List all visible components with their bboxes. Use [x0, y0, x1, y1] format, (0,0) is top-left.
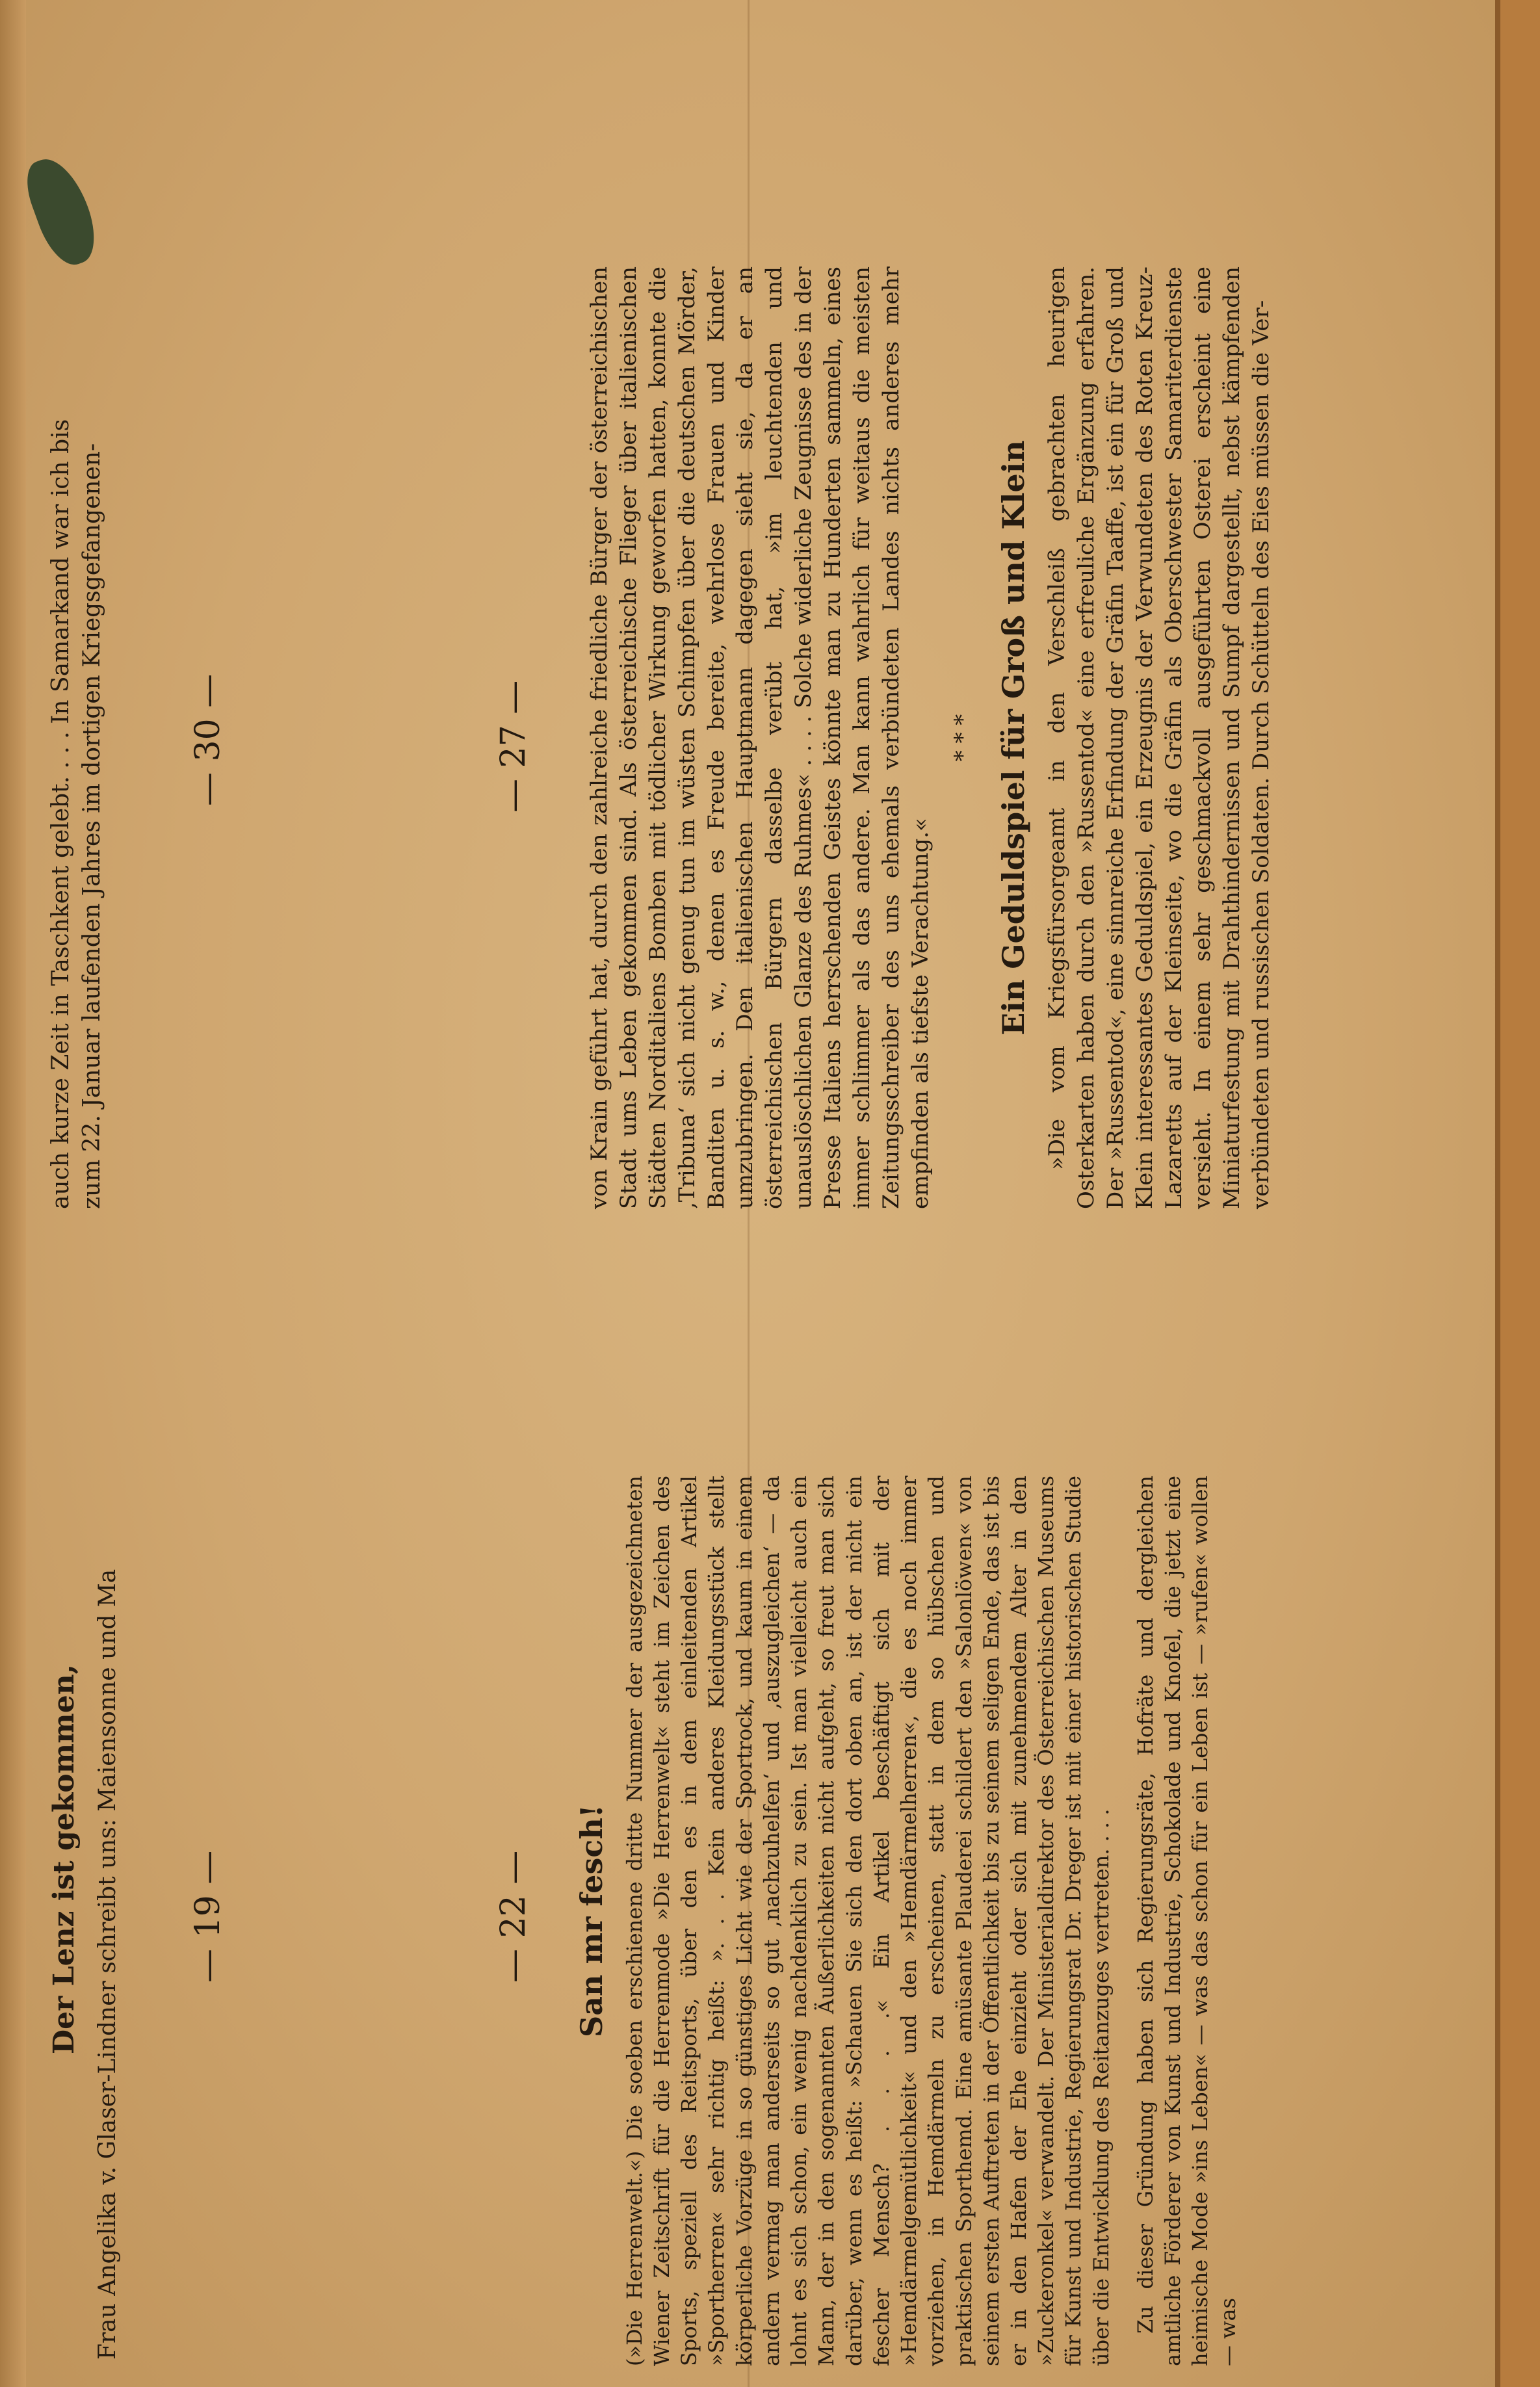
- page-number-19: — 19 —: [189, 1850, 228, 1983]
- article-heading: San mr fesch!: [574, 1805, 609, 2038]
- text-line: zum 22. Januar laufenden Jahres im dortigen Kriegsgefangenen-: [78, 443, 105, 1209]
- page-number-22: — 22 —: [494, 1850, 533, 1983]
- paragraph: von Krain geführt hat, durch den zahlreiche friedliche Bürger der österreichischen Stadt ums Leben gekommen sind. Als österreichische Flieger über italienischen Städten Norditaliens Bomben mit tödlicher Wirkung geworfen hatten, konnte die ‚Tribuna‘ sich nicht genug tun im wüsten Schimpfen über die deutschen Mörder, Banditen u. s. w., denen es Freude bereite, wehrlose Frauen und Kinder umzubringen. Den italienischen Hauptmann dagegen sieht sie, da er an österreichischen Bürgern dasselbe verübt hat, »im leuchtenden und unauslöschlichen Glanze des Ruhmes« . . . . Solche widerliche Zeugnisse des in der Presse Italiens herrschenden Geistes könnte man zu Hunderten sammeln, eines immer schlimmer als das andere. Man kann wahrlich für weitaus die meisten Zeitungsschreiber des uns ehemals verbündeten Landes nichts anderes mehr empfinden als tiefste Verachtung.«: [586, 267, 933, 1209]
- article-heading: Der Lenz ist gekommen,: [47, 1664, 81, 2055]
- page-30-text: [46, 267, 107, 1209]
- paragraph: »Die vom Kriegsfürsorgeamt in den Verschleiß gebrachten heurigen Osterkarten haben durch den »Russentod« eine erfreuliche Ergänzung erfahren. Der »Russentod«, eine sinnreiche Erfindung der Gräfin Taaffe, ist ein für Groß und Klein interessantes Geduldspiel, ein Erzeugnis der Verwundeten des Roten Kreuz-Lazaretts auf der Kleinseite, wo die Gräfin als Oberschwester Samariterdienste versieht. In einem sehr geschmackvoll ausgeführten Osterei erscheint eine Miniaturfestung mit Drahthindernissen und Sumpf dargestellt, nebst kämpfenden verbündeten und russischen Soldaten. Durch Schütteln des Eies müssen die Ver-: [1044, 267, 1275, 1209]
- page-number-27: — 27 —: [494, 680, 533, 813]
- text-line: auch kurze Zeit in Taschkent gelebt. . . . In Samarkand war ich bis: [47, 419, 74, 1209]
- page-19-text: [46, 1359, 124, 2360]
- article-heading: Ein Geduldspiel für Groß und Klein: [996, 440, 1032, 1036]
- left-paper-edge: [0, 0, 26, 2387]
- paragraph: Zu dieser Gründung haben sich Regierungsräte, Hofräte und dergleichen amtliche Förderer von Kunst und Industrie, Schokolade und Knofel, die jetzt eine heimische Mode »ins Leben« — was das schon für ein Leben ist — »rufen« wollen — was: [1132, 1476, 1240, 2366]
- page-22-text: [572, 1476, 1242, 2366]
- page-number-30: — 30 —: [189, 673, 228, 806]
- page-27-text: [585, 267, 1276, 1209]
- text-line: Frau Angelika v. Glaser-Lindner schreibt uns: Maiensonne und Ma: [94, 1569, 122, 2360]
- adjacent-page-strip: [1500, 0, 1540, 2387]
- paragraph: (»Die Herrenwelt.«) Die soeben erschienene dritte Nummer der ausgezeichneten Wiener Zeitschrift für die Herrenmode »Die Herrenwelt« steht im Zeichen des Sports, speziell des Reitsports, über den es in dem einleitenden Artikel »Sportherren« sehr richtig heißt: ». . . Kein anderes Kleidungsstück stellt körperliche Vorzüge in so günstiges Licht wie der Sportrock, und kaum in einem andern vermag man anderseits so gut ‚nachzuhelfen‘ und ‚auszugleichen‘ — da lohnt es sich schon, ein wenig nachdenklich zu sein. Ist man vielleicht auch ein Mann, der in den sogenannten Äußerlichkeiten nicht aufgeht, so freut man sich darüber, wenn es heißt: »Schauen Sie sich den dort oben an, ist der nicht ein fescher Mensch? . . . .« Ein Artikel beschäftigt sich mit der »Hemdärmelgemütlichkeit« und den »Hemdärmelherren«, die es noch immer vorziehen, in Hemdärmeln zu erscheinen, statt in dem so hübschen und praktischen Sporthemd. Eine amüsante Plauderei schildert den »Salonlöwen« von seinem ersten Auftreten in der Öffentlichkeit bis zu seinem seligen Ende, das ist bis er in den Hafen der Ehe einzieht oder sich mit zunehmendem Alter in den »Zuckeronkel« verwandelt. Der Ministerialdirektor des Österreichischen Museums für Kunst und Industrie, Regierungsrat Dr. Dreger ist mit einer historischen Studie über die Entwicklung des Reitanzuges vertreten. . . .: [621, 1476, 1114, 2366]
- section-stars: * * *: [949, 714, 976, 762]
